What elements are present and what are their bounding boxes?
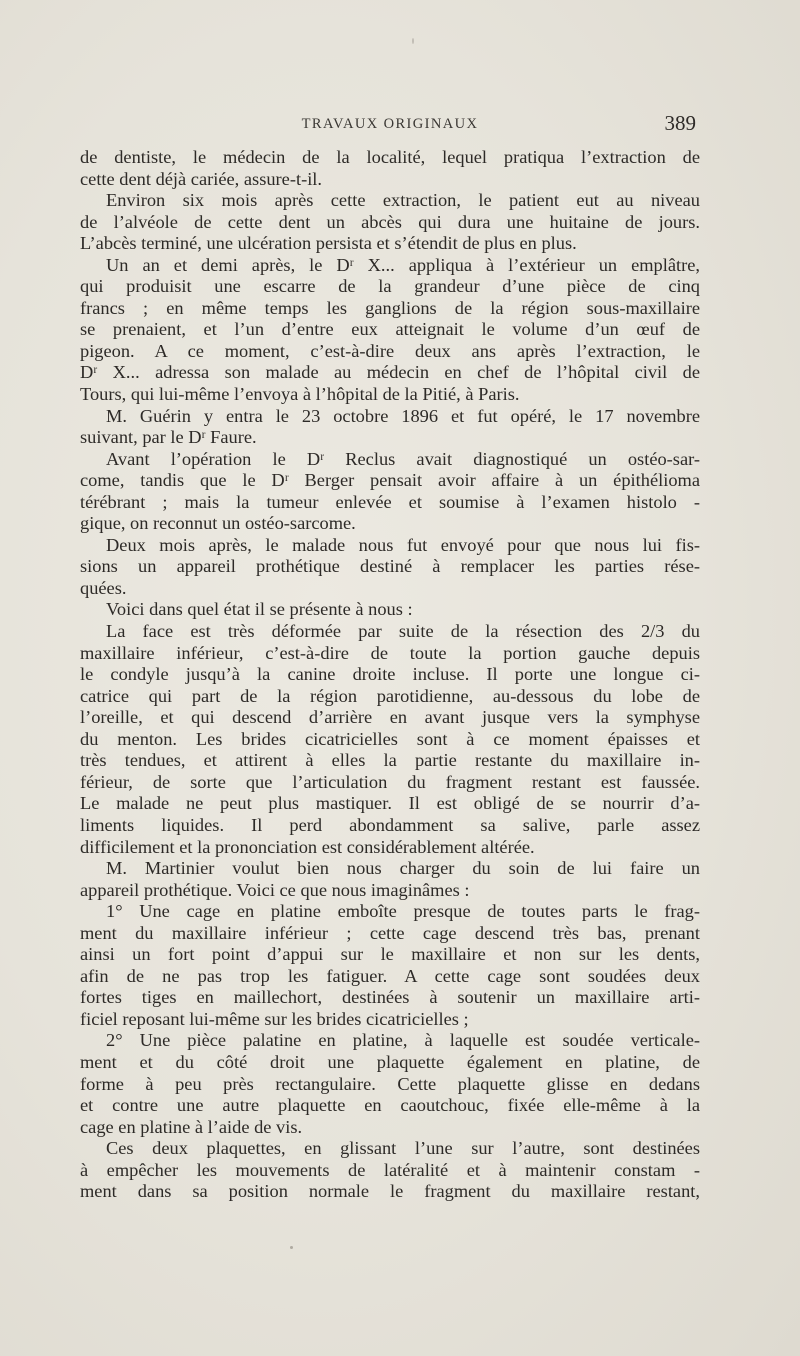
text-line: de l’alvéole de cette dent un abcès qui dura une huitaine de jours.: [80, 211, 700, 232]
text-line: liments liquides. Il perd abondamment sa salive, parle assez: [80, 814, 700, 835]
text-line: très tendues, et attirent à elles la partie restante du maxillaire in-: [80, 750, 700, 771]
text-line: M. Guérin y entra le 23 octobre 1896 et fut opéré, le 17 novembre: [106, 405, 700, 426]
text-line: difficilement et la prononciation est considérablement altérée.: [80, 836, 535, 857]
text-line: et contre une autre plaquette en caoutchouc, fixée elle-même à la: [80, 1095, 700, 1116]
text-line: térébrant ; mais la tumeur enlevée et soumise à l’examen histolo -: [80, 491, 700, 512]
text-line: fortes tiges en maillechort, destinées à soutenir un maxillaire arti-: [80, 987, 700, 1008]
text-line: férieur, de sorte que l’articulation du fragment restant est faussée.: [80, 771, 700, 792]
text-line: quées.: [80, 577, 127, 598]
text-line: de dentiste, le médecin de la localité, lequel pratiqua l’extraction de: [80, 147, 700, 167]
body-text: [80, 147, 700, 1203]
text-line: 1° Une cage en platine emboîte presque de toutes parts le frag-: [106, 901, 700, 922]
text-line: ficiel reposant lui-même sur les brides cicatricielles ;: [80, 1008, 469, 1029]
text-line: Tours, qui lui-même l’envoya à l’hôpital de la Pitié, à Paris.: [80, 384, 520, 405]
text-line: francs ; en même temps les ganglions de la région sous-maxillaire: [80, 297, 700, 318]
text-line: cage en platine à l’aide de vis.: [80, 1116, 303, 1137]
text-line: se prenaient, et l’un d’entre eux atteignait le volume d’un œuf de: [80, 319, 700, 340]
text-line: ment dans sa position normale le fragment du maxillaire restant,: [80, 1181, 700, 1202]
text-line: Ces deux plaquettes, en glissant l’une sur l’autre, sont destinées: [106, 1138, 700, 1159]
text-line: come, tandis que le Dʳ Berger pensait avoir affaire à un épithélioma: [80, 470, 700, 491]
text-line: Environ six mois après cette extraction, le patient eut au niveau: [106, 190, 700, 211]
page-number: 389: [664, 111, 696, 135]
text-line: suivant, par le Dʳ Faure.: [80, 427, 257, 448]
text-line: sions un appareil prothétique destiné à remplacer les parties rése-: [80, 556, 700, 577]
text-line: l’oreille, et qui descend d’arrière en avant jusque vers la symphyse: [80, 707, 700, 728]
text-line: forme à peu près rectangulaire. Cette plaquette glisse en dedans: [80, 1073, 700, 1094]
text-line: Un an et demi après, le Dʳ X... appliqua à l’extérieur un emplâtre,: [106, 254, 700, 275]
text-line: ment et du côté droit une plaquette également en platine, de: [80, 1051, 700, 1072]
text-line: ment du maxillaire inférieur ; cette cage descend très bas, prenant: [80, 922, 700, 943]
paper-speck: [412, 38, 414, 44]
text-line: ainsi un fort point d’appui sur le maxillaire et non sur les dents,: [80, 944, 700, 965]
text-line: Dʳ X... adressa son malade au médecin en chef de l’hôpital civil de: [80, 362, 700, 383]
text-line: 2° Une pièce palatine en platine, à laquelle est soudée verticale-: [106, 1030, 700, 1051]
text-line: La face est très déformée par suite de la résection des 2/3 du: [106, 621, 700, 642]
running-title: TRAVAUX ORIGINAUX: [301, 116, 479, 132]
running-head: [80, 112, 700, 138]
text-line: à empêcher les mouvements de latéralité et à maintenir constam -: [80, 1159, 700, 1180]
text-line: le condyle jusqu’à la canine droite incluse. Il porte une longue ci-: [80, 664, 700, 685]
text-line: maxillaire inférieur, c’est-à-dire de toute la portion gauche depuis: [80, 642, 700, 663]
text-line: Voici dans quel état il se présente à nous :: [106, 599, 413, 620]
text-line: Deux mois après, le malade nous fut envoyé pour que nous lui fis-: [106, 534, 700, 555]
text-line: du menton. Les brides cicatricielles sont à ce moment épaisses et: [80, 728, 700, 749]
text-line: L’abcès terminé, une ulcération persista et s’étendit de plus en plus.: [80, 233, 577, 254]
text-line: appareil prothétique. Voici ce que nous imaginâmes :: [80, 879, 470, 900]
text-line: M. Martinier voulut bien nous charger du soin de lui faire un: [106, 858, 700, 879]
text-line: Avant l’opération le Dʳ Reclus avait diagnostiqué un ostéo-sar-: [106, 448, 700, 469]
text-line: qui produisit une escarre de la grandeur d’une pièce de cinq: [80, 276, 700, 297]
text-line: catrice qui part de la région parotidienne, au-dessous du lobe de: [80, 685, 700, 706]
paper-speck: [290, 1246, 293, 1249]
text-line: gique, on reconnut un ostéo-sarcome.: [80, 513, 356, 534]
text-line: afin de ne pas trop les fatiguer. A cette cage sont soudées deux: [80, 965, 700, 986]
text-line: cette dent déjà cariée, assure-t-il.: [80, 168, 323, 189]
text-line: Le malade ne peut plus mastiquer. Il est obligé de se nourrir d’a-: [80, 793, 700, 814]
text-line: pigeon. A ce moment, c’est-à-dire deux ans après l’extraction, le: [80, 340, 700, 361]
